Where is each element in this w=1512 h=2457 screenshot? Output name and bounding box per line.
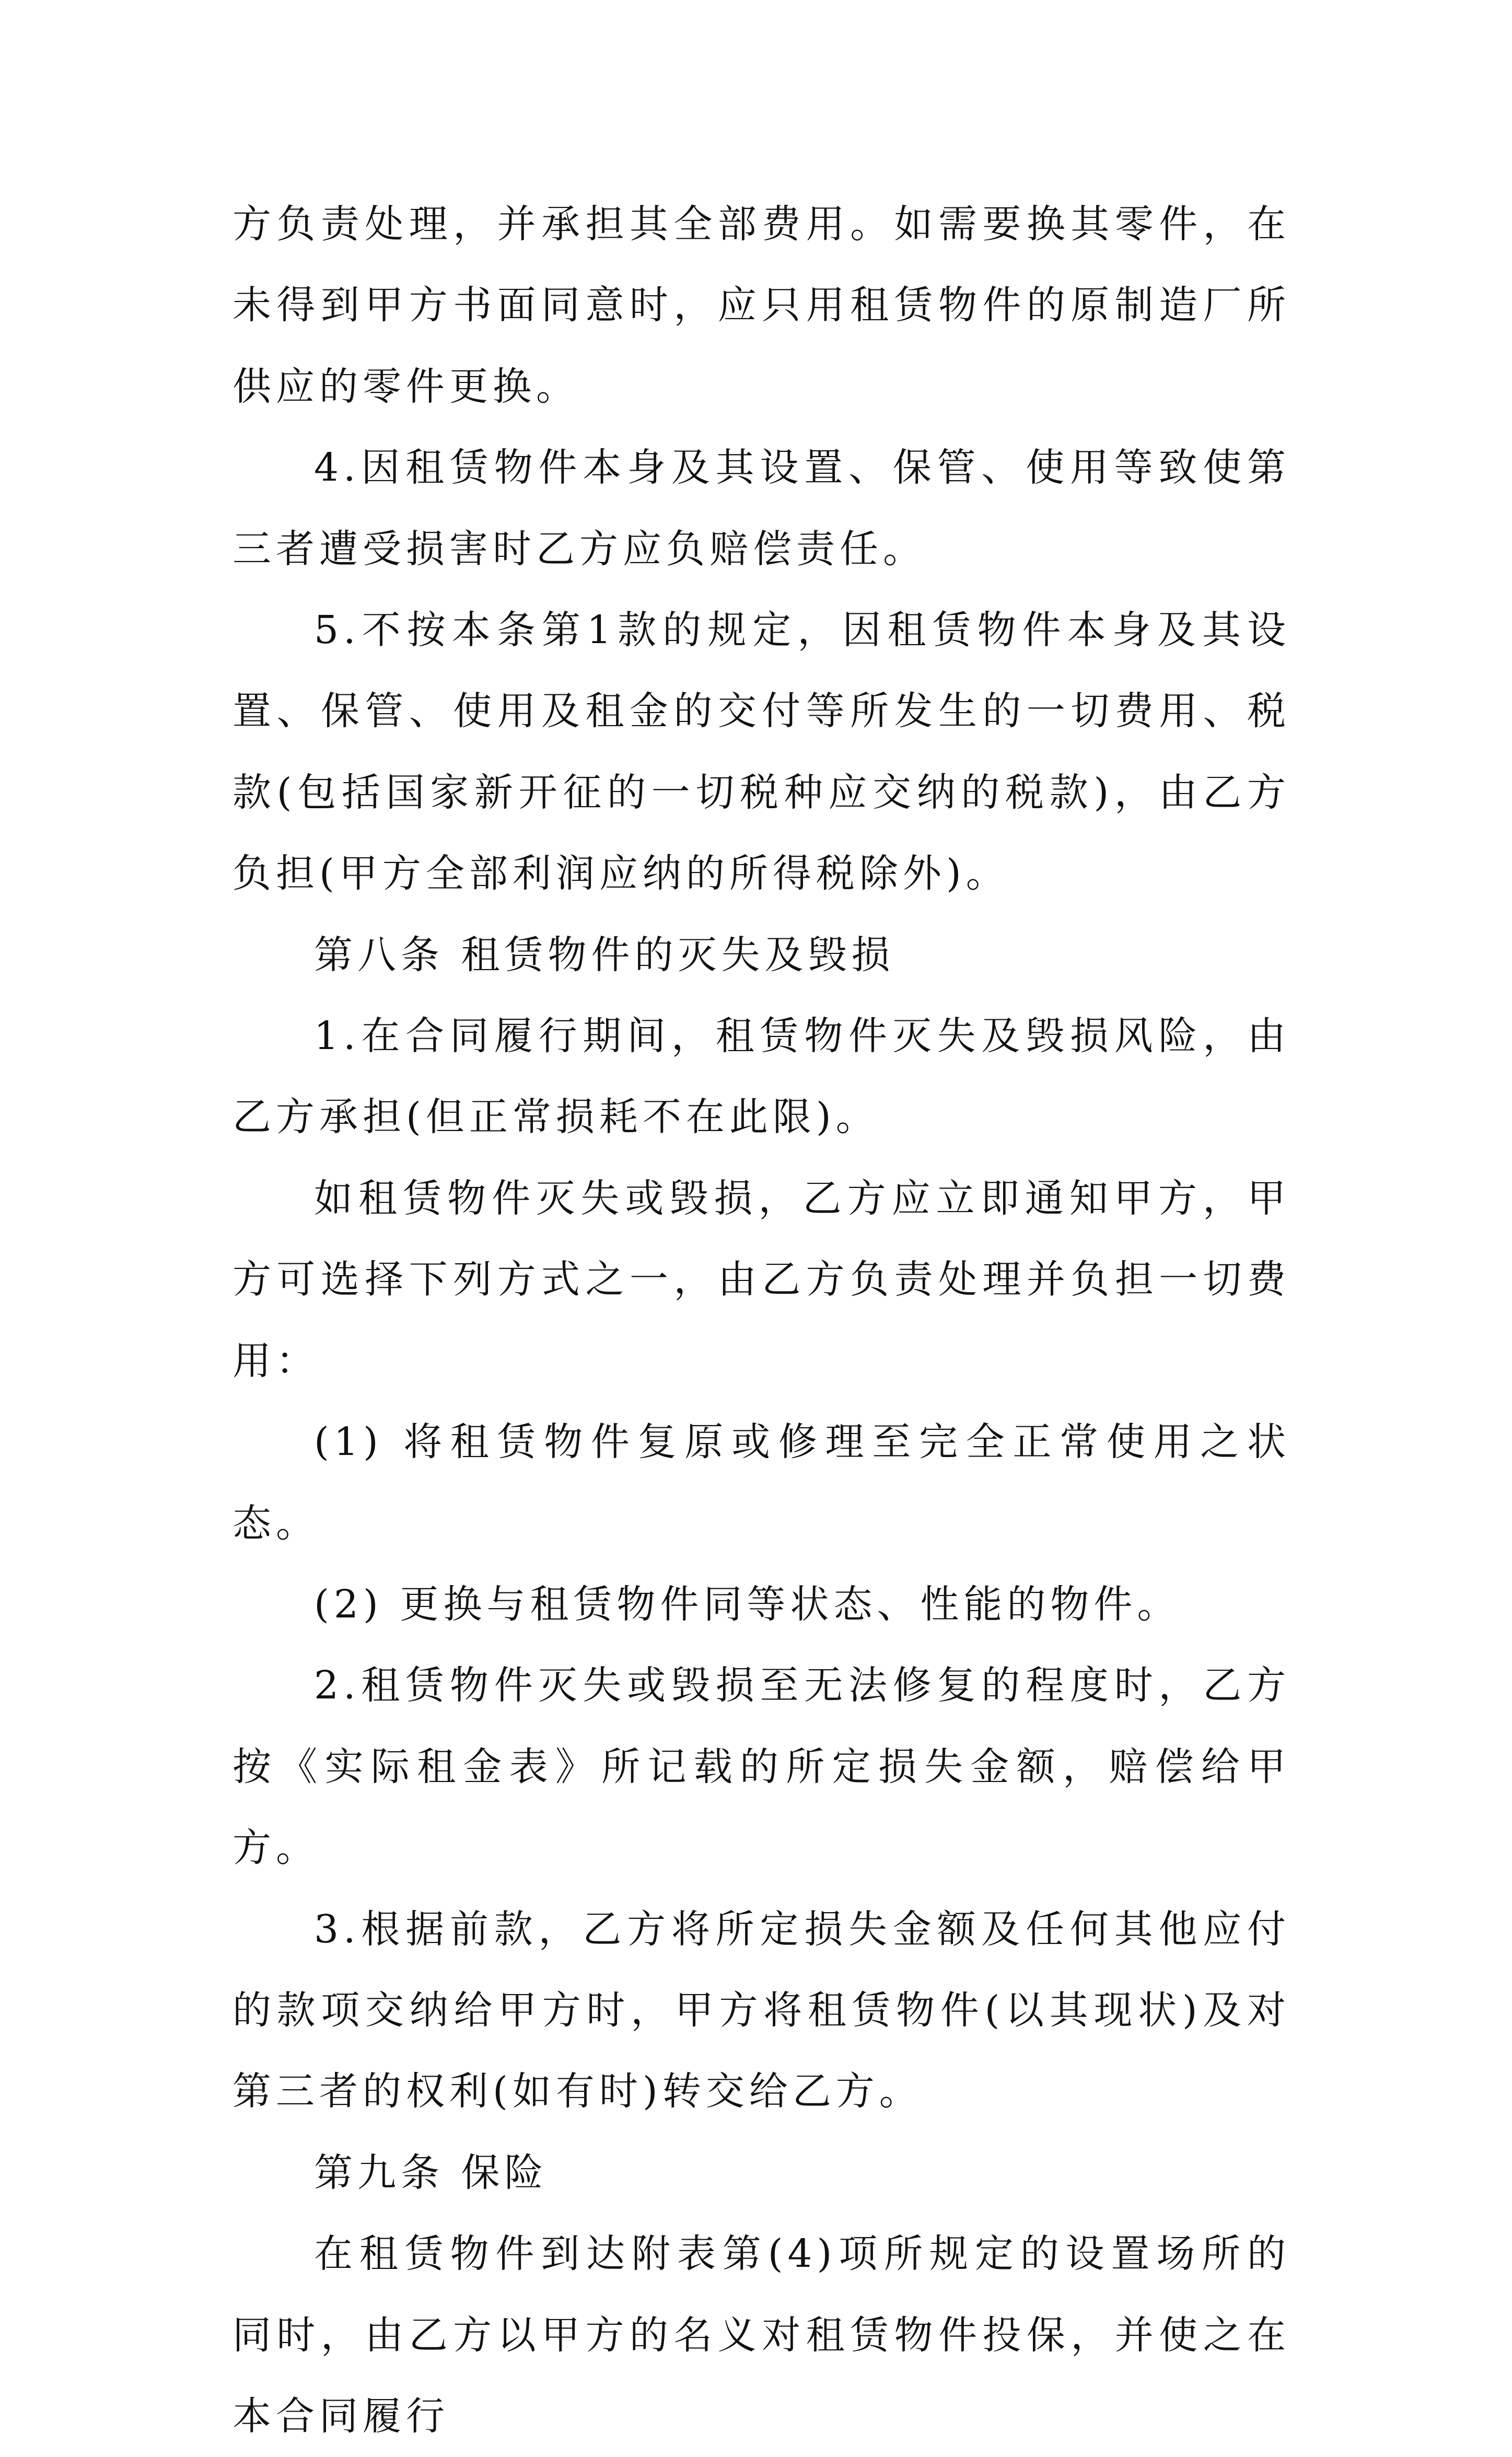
- paragraph-item-4: 4.因租赁物件本身及其设置、保管、使用等致使第三者遭受损害时乙方应负赔偿责任。: [232, 445, 1290, 572]
- article-8-option-1: (1) 将租赁物件复原或修理至完全正常使用之状态。: [232, 1419, 1290, 1546]
- article-8-item-1: 1.在合同履行期间，租赁物件灭失及毁损风险，由乙方承担(但正常损耗不在此限)。: [232, 1014, 1290, 1140]
- paragraph-item-5: 5.不按本条第1款的规定，因租赁物件本身及其设置、保管、使用及租金的交付等所发生的一切费用、税款(包括国家新开征的一切税种应交纳的税款)，由乙方负担(甲方全部利润应纳的所得税除外)。: [232, 608, 1290, 896]
- article-8-heading: 第八条 租赁物件的灭失及毁损: [314, 932, 895, 977]
- article-9-heading: 第九条 保险: [314, 2150, 548, 2195]
- article-8-item-3: 3.根据前款，乙方将所定损失金额及任何其他应付的款项交纳给甲方时，甲方将租赁物件(以其现状)及对第三者的权利(如有时)转交给乙方。: [232, 1906, 1290, 2114]
- article-8-loss-notice: 如租赁物件灭失或毁损，乙方应立即通知甲方，甲方可选择下列方式之一，由乙方负责处理并负担一切费用：: [232, 1175, 1290, 1383]
- article-8-item-2: 2.租赁物件灭失或毁损至无法修复的程度时，乙方按《实际租金表》所记载的所定损失金额，赔偿给甲方。: [232, 1663, 1290, 1871]
- paragraph-continuation: 方负责处理，并承担其全部费用。如需要换其零件，在未得到甲方书面同意时，应只用租赁物件的原制造厂所供应的零件更换。: [232, 202, 1290, 409]
- article-8-option-2: (2) 更换与租赁物件同等状态、性能的物件。: [314, 1581, 1181, 1627]
- document-body: [232, 184, 1290, 2457]
- article-9-insurance: 在租赁物件到达附表第(4)项所规定的设置场所的同时，由乙方以甲方的名义对租赁物件投保，并使之在本合同履行: [232, 2231, 1290, 2439]
